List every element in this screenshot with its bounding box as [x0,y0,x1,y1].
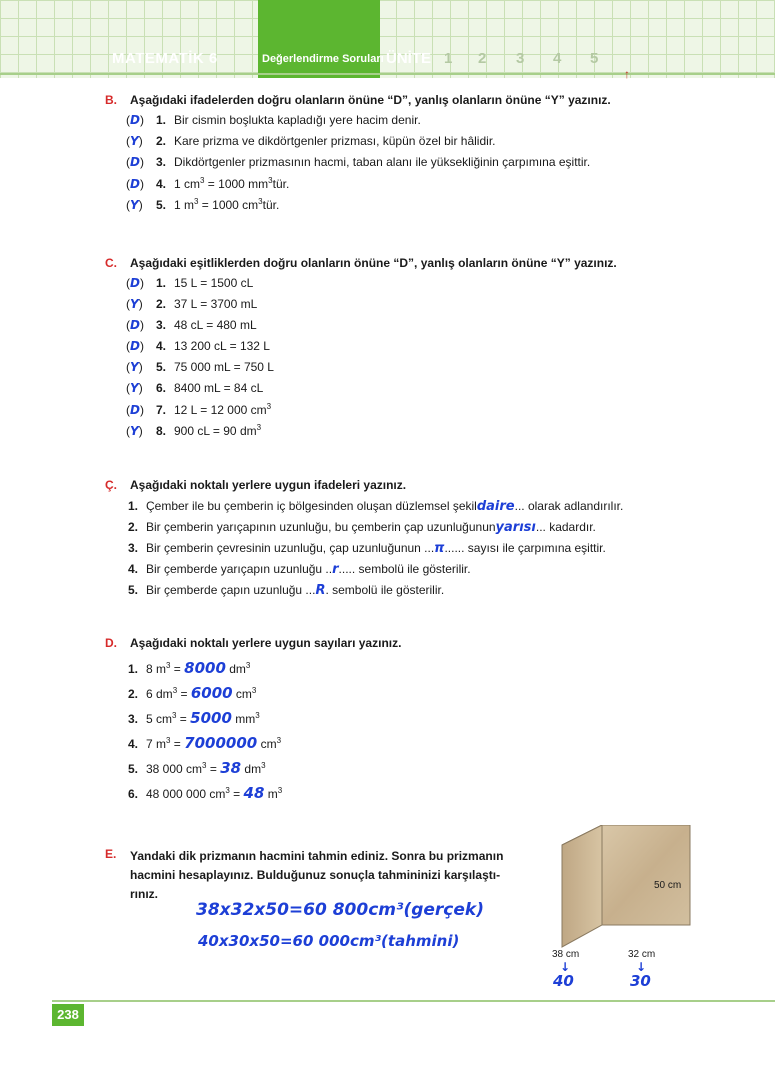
answer-box: (D) [126,339,144,353]
arrow-down-icon: ↓ [560,960,571,974]
blank-text-before: Çember ile bu çemberin iç bölgesinden oluşan düzlemsel şekil [146,499,477,513]
handwritten-answer: Y [130,297,139,311]
blank-text-after: ... kadardır. [535,520,596,534]
handwritten-answer: D [130,276,140,290]
equality-row [126,360,274,374]
fill-blank-row [128,520,596,535]
answer-box: (Y) [126,198,143,212]
blank-text-after: ...... sayısı ile çarpımına eşittir. [444,541,606,555]
handwritten-estimated-volume: 40x30x50=60 000cm³(tahmini) [198,932,460,950]
item-number: 1. [128,662,139,676]
statement-text-part: = 1000 mm [204,177,269,191]
handwritten-answer: D [130,403,140,417]
answer-box: (Y) [126,381,143,395]
statement-row [126,197,279,212]
conversion-row: 6. 48 000 000 $cm^3 = 48$ $m^3$ [128,784,283,802]
answer-box: (D) [126,403,144,417]
answer-box: (D) [126,318,144,332]
conversion-unit: cm [235,687,252,701]
handwritten-answer: Y [130,360,139,374]
equality-text: 8400 mL = 84 cL [174,381,264,395]
unit-number-2: 2 [478,50,487,67]
item-number: 1. [128,499,139,513]
handwritten-est-depth: 40 [553,972,574,990]
section-cc-title: Aşağıdaki noktalı yerlere uygun ifadeleri yazınız. [130,478,407,492]
conversion-row: 2. 6 $dm^3 = 6000$ $cm^3$ [128,684,257,702]
item-number: 3. [128,541,139,555]
handwritten-answer: D [130,177,140,191]
answer-box: (Y) [126,297,143,311]
superscript-3: 3 [200,176,205,185]
item-number: 8. [156,424,167,438]
handwritten-answer: 48 [243,784,265,802]
superscript-3: 3 [194,197,199,206]
equality-text: 48 cL = 480 mL [174,318,257,332]
unit-label: ÜNİTE [386,50,431,67]
prism-front-face [602,825,690,925]
conversion-unit: m [267,787,278,801]
superscript-3: 3 [172,711,177,720]
equality-text: 75 000 mL = 750 L [174,360,274,374]
equality-row [126,402,271,417]
statement-text-part: tür. [262,198,280,212]
arrow-up-icon: ↑ [624,67,630,81]
conversion-left: 6 dm [146,687,173,701]
handwritten-answer: D [130,155,140,169]
superscript-3: 3 [258,197,263,206]
conversion-left: 48 000 000 cm [146,787,226,801]
statement-text-part: tür. [272,177,290,191]
handwritten-answer: R [315,583,326,598]
superscript-3: 3 [277,786,283,795]
page-number: 238 [52,1004,84,1026]
section-e-line-3: rınız. [130,887,159,901]
superscript-3: 3 [276,736,282,745]
superscript-3: 3 [261,761,266,770]
blank-text-before: Bir çemberde çapın uzunluğu ... [146,583,316,597]
item-number: 5. [156,360,167,374]
footer-rule [52,1000,775,1002]
unit-number-1: 1 [444,50,453,67]
handwritten-answer: 5000 [190,709,232,727]
unit-number-3: 3 [516,50,525,67]
superscript-3: 3 [268,176,273,185]
item-number: 4. [156,339,167,353]
unit-number-4: 4 [553,50,562,67]
superscript-3: 3 [166,661,171,670]
statement-text: Dikdörtgenler prizmasının hacmi, taban alanı ile yüksekliğinin çarpımına eşittir. [174,155,591,169]
handwritten-answer: r [332,562,339,577]
section-e-text [130,847,503,904]
conversion-row: 1. 8 $m^3 = 8000$ $dm^3$ [128,659,251,677]
statement-row [126,155,590,169]
conversion-row: 3. 5 $cm^3 = 5000$ $mm^3$ [128,709,260,727]
superscript-3: 3 [266,402,272,411]
dim-depth-label: 38 cm [552,949,580,960]
answer-box: (D) [126,113,144,127]
superscript-3: 3 [172,686,178,695]
conversion-unit: dm [229,662,246,676]
item-number: 4. [128,562,139,576]
fill-blank-row [128,562,471,577]
handwritten-est-width: 30 [630,972,651,990]
conversion-left: 5 cm [146,712,173,726]
superscript-3: 3 [251,686,257,695]
item-number: 7. [156,403,167,417]
item-number: 6. [156,381,167,395]
item-number: 4. [128,737,139,751]
equality-row [126,423,261,438]
handwritten-answer: 8000 [184,659,226,677]
handwritten-answer: yarısı [495,520,536,535]
handwritten-answer: Y [130,381,139,395]
item-number: 2. [128,687,139,701]
handwritten-answer: Y [130,424,139,438]
answer-box: (Y) [126,360,143,374]
superscript-3: 3 [256,423,262,432]
handwritten-answer: Y [130,198,139,212]
equality-row [126,339,270,353]
section-c-title: Aşağıdaki eşitliklerden doğru olanların önüne “D”, yanlış olanların önüne “Y” yazınız. [130,256,617,270]
item-number: 3. [156,155,167,169]
blank-text-before: Bir çemberde yarıçapın uzunluğu .. [146,562,333,576]
handwritten-answer: Y [130,134,139,148]
section-subtitle: Değerlendirme Soruları [262,53,384,65]
statement-row [126,113,421,127]
equality-row [126,381,263,395]
statement-row [126,176,289,191]
handwritten-answer: 7000000 [184,734,258,752]
book-title: MATEMATİK 6 [112,50,218,67]
conversion-left: 38 000 cm [146,762,203,776]
statement-text-part: 1 m [174,198,195,212]
item-number: 4. [156,177,167,191]
item-number: 6. [128,787,139,801]
section-e-letter: E. [105,847,117,861]
handwritten-answer: D [130,113,140,127]
item-number: 5. [128,762,139,776]
handwritten-answer: 6000 [190,684,233,702]
equality-row [126,297,257,311]
equality-text: 12 L = 12 000 cm [174,403,267,417]
item-number: 1. [156,276,167,290]
blank-text-after: ... olarak adlandırılır. [514,499,624,513]
equality-row [126,276,253,290]
fill-blank-row [128,499,623,514]
superscript-3: 3 [202,761,207,770]
fill-blank-row [128,583,444,598]
equality-text: 900 cL = 90 dm [174,424,257,438]
equality-text: 13 200 cL = 132 L [174,339,270,353]
equality-text: 37 L = 3700 mL [174,297,258,311]
handwritten-answer: daire [476,499,515,514]
conversion-unit: mm [235,712,256,726]
superscript-3: 3 [225,786,230,795]
conversion-left: 8 m [146,662,167,676]
section-b-letter: B. [105,93,117,107]
statement-row [126,134,495,148]
statement-text: Bir cismin boşlukta kapladığı yere hacim denir. [174,113,421,127]
statement-text: Kare prizma ve dikdörtgenler prizması, küpün özel bir hâlidir. [174,134,496,148]
conversion-row: 4. 7 $m^3 = 7000000$ $cm^3$ [128,734,282,752]
answer-box: (D) [126,276,144,290]
conversion-row: 5. 38 000 $cm^3 = 38$ $dm^3$ [128,759,266,777]
answer-box: (D) [126,177,144,191]
arrow-down-icon: ↓ [636,960,647,974]
handwritten-actual-volume: 38x32x50=60 800cm³(gerçek) [196,900,484,920]
item-number: 3. [156,318,167,332]
section-e-line-2: hacmini hesaplayınız. Bulduğunuz sonuçla tahmininizi karşılaştı- [130,868,501,882]
equality-text: 15 L = 1500 cL [174,276,254,290]
unit-number-5: 5 [590,50,599,67]
handwritten-answer: 38 [220,759,242,777]
statement-text-part: 1 cm [174,177,201,191]
superscript-3: 3 [245,661,251,670]
blank-text-before: Bir çemberin yarıçapının uzunluğu, bu çemberin çap uzunluğunun [146,520,496,534]
prism-side-face [562,825,602,947]
conversion-left: 7 m [146,737,167,751]
superscript-3: 3 [166,736,171,745]
dim-height-label: 50 cm [654,880,682,891]
handwritten-answer: D [130,318,140,332]
answer-box: (D) [126,155,144,169]
dim-width-label: 32 cm [628,949,656,960]
item-number: 2. [128,520,139,534]
superscript-3: 3 [255,711,260,720]
section-d-title: Aşağıdaki noktalı yerlere uygun sayıları yazınız. [130,636,402,650]
section-d-letter: D. [105,636,117,650]
item-number: 5. [156,198,167,212]
item-number: 2. [156,297,167,311]
blank-text-before: Bir çemberin çevresinin uzunluğu, çap uzunluğunun ... [146,541,435,555]
section-cc-letter: Ç. [105,478,117,492]
blank-text-after: ..... sembolü ile gösterilir. [338,562,471,576]
item-number: 2. [156,134,167,148]
section-e-line-1: Yandaki dik prizmanın hacmini tahmin ediniz. Sonra bu prizmanın [130,849,504,863]
blank-text-after: . sembolü ile gösterilir. [325,583,445,597]
fill-blank-row [128,541,606,556]
header-rule [0,73,775,75]
equality-row [126,318,257,332]
item-number: 1. [156,113,167,127]
handwritten-answer: π [434,541,445,556]
section-b-title: Aşağıdaki ifadelerden doğru olanların önüne “D”, yanlış olanların önüne “Y” yazınız. [130,93,611,107]
item-number: 3. [128,712,139,726]
section-c-letter: C. [105,256,117,270]
item-number: 5. [128,583,139,597]
answer-box: (Y) [126,134,143,148]
answer-box: (Y) [126,424,143,438]
statement-text-part: = 1000 cm [198,198,259,212]
handwritten-answer: D [130,339,140,353]
conversion-unit: cm [260,737,277,751]
conversion-unit: dm [244,762,262,776]
